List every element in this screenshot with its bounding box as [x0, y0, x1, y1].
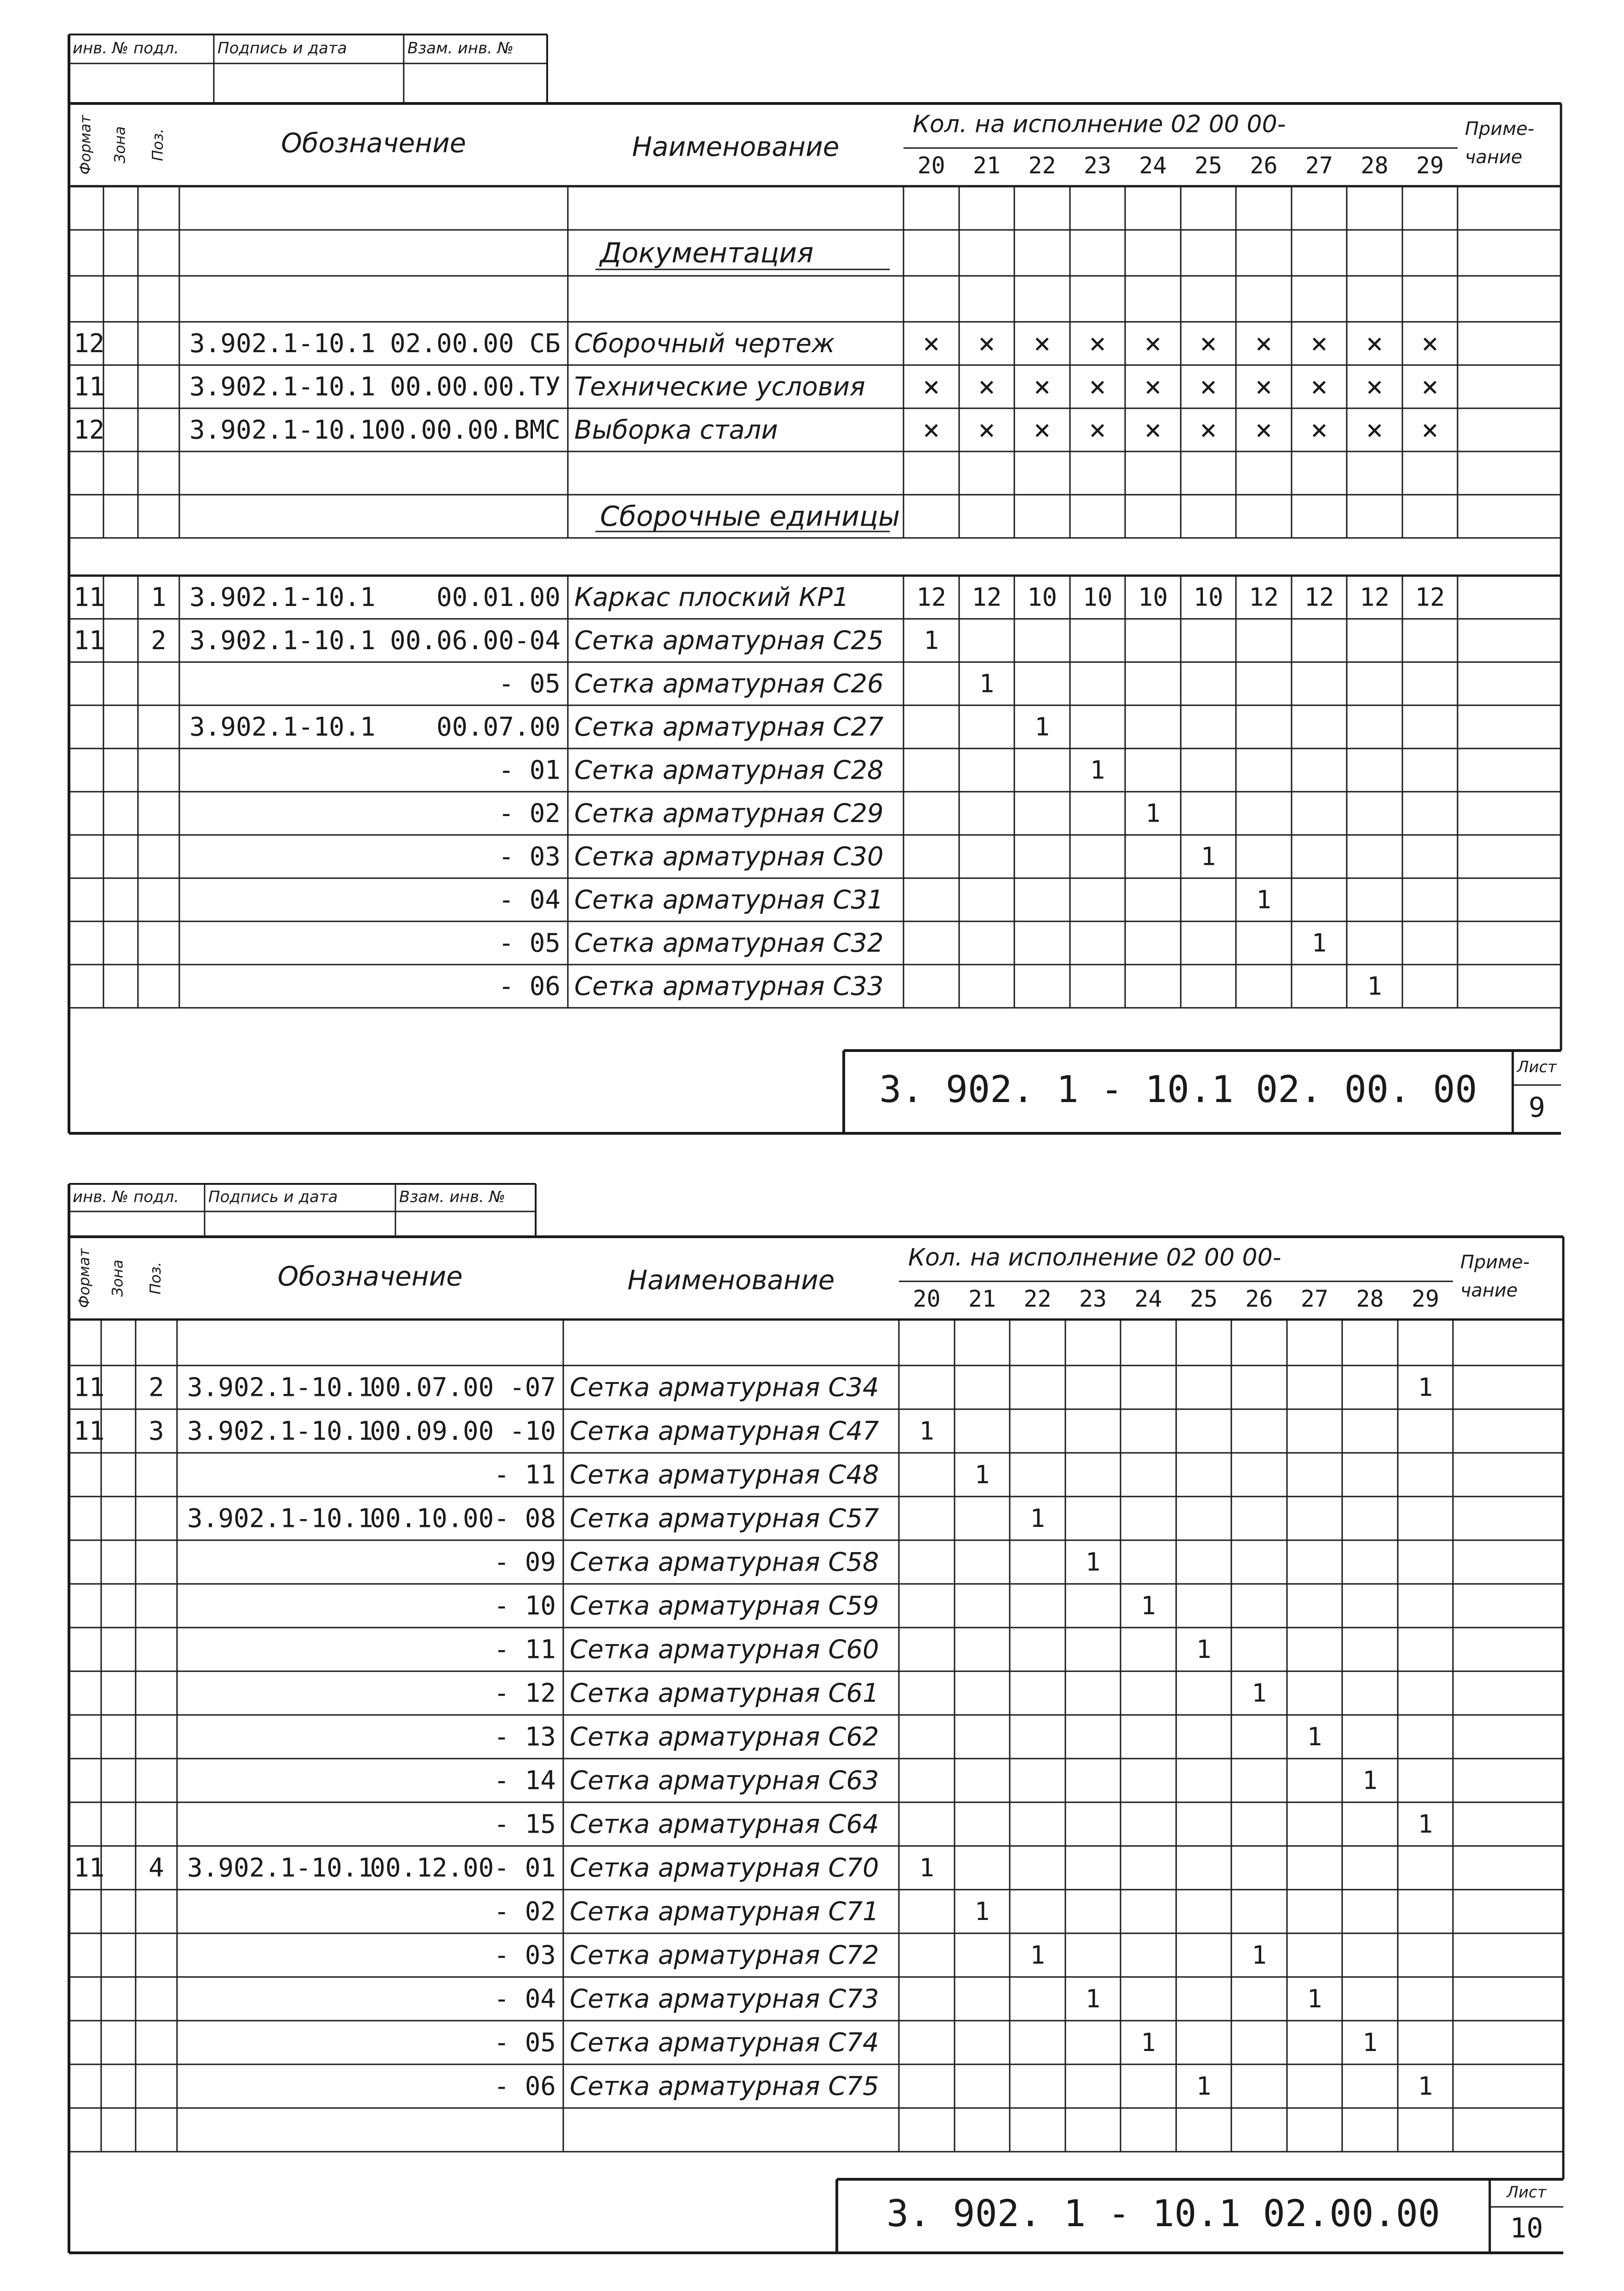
cell-quantity: 1	[1085, 1984, 1101, 2014]
cell-quantity: ×	[1421, 326, 1439, 360]
cell-oboznachenie-suffix: - 05	[494, 2028, 556, 2058]
cell-oboznachenie-base: 3.902.1-10.1	[189, 583, 376, 613]
col-header-primechanie: Приме-	[1460, 1251, 1530, 1273]
cell-naimenovanie: Выборка стали	[574, 415, 778, 446]
cell-poz: 2	[149, 1372, 164, 1403]
cell-quantity: ×	[1310, 413, 1328, 447]
cell-oboznachenie-base: 3.902.1-10.1	[187, 1372, 373, 1403]
cell-naimenovanie: Сетка арматурная С25	[574, 626, 884, 656]
cell-naimenovanie: Сетка арматурная С27	[574, 712, 884, 743]
cell-naimenovanie: Сетка арматурная С33	[574, 971, 884, 1002]
col-header-variant: 26	[1245, 1285, 1273, 1312]
cell-quantity: 1	[924, 626, 939, 655]
cell-quantity: 1	[1418, 1373, 1433, 1402]
cell-quantity: 10	[1082, 583, 1113, 612]
cell-naimenovanie: Сетка арматурная С58	[570, 1547, 879, 1577]
cell-quantity: ×	[922, 413, 940, 447]
cell-quantity: ×	[1033, 370, 1051, 404]
list-number: 9	[1528, 1091, 1545, 1124]
cell-naimenovanie: Сетка арматурная С63	[570, 1765, 879, 1796]
cell-naimenovanie: Сетка арматурная С32	[574, 928, 884, 959]
cell-oboznachenie-suffix: - 13	[494, 1722, 556, 1752]
col-header-variant: 27	[1305, 152, 1333, 179]
cell-naimenovanie: Сетка арматурная С73	[570, 1984, 879, 2014]
cell-naimenovanie: Сетка арматурная С26	[574, 669, 884, 699]
cell-quantity: 1	[1030, 1941, 1045, 1970]
cell-oboznachenie-base: 3.902.1-10.1	[189, 415, 376, 446]
cell-quantity: 1	[1035, 712, 1050, 742]
cell-naimenovanie: Сетка арматурная С62	[570, 1722, 879, 1752]
cell-naimenovanie: Сетка арматурная С34	[570, 1372, 879, 1403]
document-code: 3. 902. 1 - 10.1 02. 00. 00	[879, 1068, 1477, 1111]
cell-naimenovanie: Сетка арматурная С64	[570, 1809, 879, 1840]
cell-quantity: ×	[1144, 413, 1162, 447]
col-header-oboznachenie: Обозначение	[281, 127, 466, 159]
col-header-format: Формат	[76, 115, 94, 175]
col-header-zona: Зона	[109, 1259, 126, 1297]
cell-naimenovanie: Сетка арматурная С31	[574, 885, 884, 915]
cell-quantity: ×	[1144, 370, 1162, 404]
cell-quantity: 1	[1141, 1591, 1156, 1621]
col-header-variant: 21	[972, 152, 1001, 179]
col-header-primechanie: Приме-	[1465, 118, 1534, 140]
col-header-zona: Зона	[111, 126, 129, 164]
section-heading: Документация	[600, 237, 814, 269]
cell-oboznachenie-suffix: - 11	[494, 1460, 556, 1490]
cell-format: 11	[74, 583, 105, 613]
cell-naimenovanie: Сетка арматурная С47	[570, 1416, 879, 1446]
col-header-oboznachenie: Обозначение	[277, 1261, 463, 1292]
col-header-kol: Кол. на исполнение 02 00 00-	[913, 110, 1286, 138]
cell-naimenovanie: Сетка арматурная С30	[574, 842, 884, 872]
cell-quantity: 1	[1145, 799, 1161, 828]
cell-oboznachenie-base: 3.902.1-10.1	[189, 372, 376, 402]
col-header-variant: 26	[1250, 152, 1278, 179]
cell-oboznachenie-suffix: 00.12.00- 01	[370, 1853, 556, 1883]
cell-quantity: ×	[1033, 413, 1051, 447]
stamp-inv-podl: инв. № подл.	[73, 39, 179, 57]
cell-quantity: 1	[1252, 1941, 1267, 1970]
list-label: Лист	[1517, 1058, 1557, 1076]
cell-quantity: ×	[922, 370, 940, 404]
col-header-format: Формат	[75, 1248, 93, 1308]
cell-oboznachenie-base: 3.902.1-10.1	[189, 712, 376, 743]
cell-oboznachenie-base: 3.902.1-10.1	[189, 626, 376, 656]
cell-poz: 3	[149, 1416, 164, 1446]
cell-oboznachenie-suffix: - 05	[498, 928, 560, 959]
cell-oboznachenie-base: 3.902.1-10.1	[189, 329, 376, 359]
col-header-variant: 25	[1189, 1285, 1218, 1312]
cell-quantity: 1	[974, 1897, 990, 1926]
cell-quantity: ×	[1089, 413, 1106, 447]
cell-oboznachenie-suffix: - 05	[498, 669, 560, 699]
cell-oboznachenie-base: 3.902.1-10.1	[187, 1503, 373, 1534]
cell-quantity: 12	[972, 583, 1002, 612]
col-header-variant: 29	[1411, 1285, 1440, 1312]
cell-poz: 2	[151, 626, 166, 656]
cell-naimenovanie: Сетка арматурная С29	[574, 799, 884, 829]
cell-quantity: ×	[1421, 370, 1439, 404]
cell-quantity: ×	[1255, 326, 1273, 360]
cell-quantity: 1	[1418, 2072, 1433, 2101]
cell-quantity: ×	[1366, 326, 1384, 360]
cell-quantity: 10	[1027, 583, 1058, 612]
cell-quantity: ×	[1200, 370, 1217, 404]
specification-sheet-10	[0, 1149, 1624, 2291]
cell-oboznachenie-suffix: - 10	[494, 1591, 556, 1621]
cell-quantity: 1	[1252, 1679, 1267, 1708]
document-code: 3. 902. 1 - 10.1 02.00.00	[886, 2192, 1441, 2235]
cell-quantity: ×	[1200, 326, 1217, 360]
cell-quantity: 1	[1030, 1504, 1045, 1533]
cell-quantity: 1	[1196, 1635, 1212, 1664]
cell-quantity: 1	[1362, 2028, 1378, 2057]
cell-naimenovanie: Сетка арматурная С59	[570, 1591, 879, 1621]
sheet-10-drawing	[0, 1149, 1624, 2291]
cell-quantity: ×	[1033, 326, 1051, 360]
col-header-variant: 23	[1083, 152, 1112, 179]
cell-quantity: ×	[1089, 370, 1106, 404]
cell-quantity: 1	[1307, 1722, 1322, 1752]
cell-quantity: 1	[1201, 842, 1216, 871]
col-header-poz: Поз.	[149, 128, 166, 161]
cell-naimenovanie: Сетка арматурная С74	[570, 2028, 879, 2058]
cell-quantity: 12	[1248, 583, 1279, 612]
section-heading: Сборочные единицы	[600, 500, 900, 533]
cell-quantity: 1	[979, 669, 995, 698]
col-header-kol: Кол. на исполнение 02 00 00-	[908, 1244, 1281, 1272]
col-header-variant: 21	[968, 1285, 996, 1312]
stamp-podpis-data: Подпись и дата	[208, 1188, 338, 1206]
cell-format: 11	[74, 626, 105, 656]
col-header-variant: 22	[1024, 1285, 1052, 1312]
cell-oboznachenie-suffix: - 12	[494, 1678, 556, 1708]
col-header-variant: 20	[917, 152, 945, 179]
cell-oboznachenie-suffix: 00.07.00	[436, 712, 560, 743]
col-header-variant: 28	[1361, 152, 1389, 179]
col-header-primechanie: чание	[1465, 146, 1522, 168]
cell-quantity: ×	[1421, 413, 1439, 447]
cell-quantity: ×	[1310, 326, 1328, 360]
cell-oboznachenie-suffix: - 14	[494, 1765, 556, 1796]
cell-quantity: ×	[1255, 413, 1273, 447]
col-header-poz: Поз.	[147, 1262, 164, 1295]
cell-naimenovanie: Технические условия	[574, 372, 865, 402]
cell-format: 12	[74, 415, 105, 446]
cell-naimenovanie: Сетка арматурная С75	[570, 2071, 879, 2102]
cell-quantity: 1	[1362, 1766, 1378, 1795]
cell-oboznachenie-suffix: - 01	[498, 755, 560, 786]
cell-oboznachenie-base: 3.902.1-10.1	[187, 1416, 373, 1446]
cell-naimenovanie: Сборочный чертеж	[574, 329, 835, 359]
cell-quantity: ×	[1310, 370, 1328, 404]
cell-naimenovanie: Сетка арматурная С60	[570, 1634, 879, 1665]
cell-quantity: 1	[1196, 2072, 1212, 2101]
cell-oboznachenie-suffix: - 11	[494, 1634, 556, 1665]
col-header-variant: 24	[1139, 152, 1167, 179]
cell-format: 11	[74, 372, 105, 402]
cell-quantity: 10	[1193, 583, 1224, 612]
col-header-variant: 27	[1300, 1285, 1329, 1312]
cell-quantity: 1	[1256, 885, 1271, 914]
cell-oboznachenie-suffix: 00.01.00	[436, 583, 560, 613]
cell-oboznachenie-suffix: - 15	[494, 1809, 556, 1840]
col-header-naimenovanie: Наименование	[627, 1264, 835, 1296]
cell-naimenovanie: Сетка арматурная С71	[570, 1897, 879, 1927]
cell-quantity: 1	[1090, 755, 1105, 785]
cell-oboznachenie-base: 3.902.1-10.1	[187, 1853, 373, 1883]
cell-quantity: ×	[1089, 326, 1106, 360]
stamp-vzam-inv: Взам. инв. №	[399, 1188, 505, 1206]
cell-oboznachenie-suffix: 00.10.00- 08	[370, 1503, 556, 1534]
cell-quantity: ×	[978, 370, 995, 404]
cell-oboznachenie-suffix: - 03	[494, 1940, 556, 1971]
cell-quantity: 1	[1085, 1548, 1101, 1577]
cell-quantity: ×	[1366, 413, 1384, 447]
cell-quantity: 10	[1138, 583, 1168, 612]
cell-quantity: ×	[1144, 326, 1162, 360]
cell-quantity: 1	[1418, 1810, 1433, 1839]
cell-quantity: 1	[1367, 971, 1382, 1001]
cell-oboznachenie-suffix: - 02	[494, 1897, 556, 1927]
cell-oboznachenie-suffix: - 06	[494, 2071, 556, 2102]
cell-quantity: ×	[978, 326, 995, 360]
cell-quantity: ×	[978, 413, 995, 447]
cell-quantity: 12	[916, 583, 947, 612]
col-header-variant: 22	[1028, 152, 1056, 179]
cell-oboznachenie-suffix: 00.07.00 -07	[370, 1372, 556, 1403]
cell-poz: 4	[149, 1853, 164, 1883]
cell-quantity: 1	[1307, 1984, 1322, 2014]
cell-oboznachenie-suffix: 00.00.00.ВМС	[374, 415, 560, 446]
col-header-variant: 23	[1079, 1285, 1107, 1312]
cell-poz: 1	[151, 583, 166, 613]
cell-naimenovanie: Сетка арматурная С70	[570, 1853, 879, 1883]
cell-oboznachenie-suffix: - 04	[498, 885, 560, 915]
cell-oboznachenie-suffix: - 06	[498, 971, 560, 1002]
cell-oboznachenie-suffix: 02.00.00 СБ	[390, 329, 560, 359]
col-header-variant: 20	[913, 1285, 941, 1312]
cell-oboznachenie-suffix: 00.00.00.ТУ	[390, 372, 560, 402]
list-number: 10	[1510, 2212, 1544, 2245]
stamp-podpis-data: Подпись и дата	[217, 39, 347, 57]
cell-naimenovanie: Сетка арматурная С72	[570, 1940, 879, 1971]
cell-quantity: ×	[1255, 370, 1273, 404]
cell-quantity: 1	[919, 1853, 934, 1883]
cell-naimenovanie: Сетка арматурная С28	[574, 755, 884, 786]
cell-quantity: ×	[1200, 413, 1217, 447]
cell-quantity: ×	[922, 326, 940, 360]
list-label: Лист	[1506, 2183, 1547, 2202]
cell-quantity: 1	[1141, 2028, 1156, 2057]
cell-format: 11	[74, 1372, 105, 1403]
cell-oboznachenie-suffix: - 03	[498, 842, 560, 872]
stamp-vzam-inv: Взам. инв. №	[407, 39, 514, 57]
col-header-variant: 29	[1416, 152, 1444, 179]
cell-oboznachenie-suffix: - 04	[494, 1984, 556, 2014]
cell-naimenovanie: Сетка арматурная С61	[570, 1678, 879, 1708]
cell-quantity: 12	[1304, 583, 1334, 612]
cell-format: 12	[74, 329, 105, 359]
cell-oboznachenie-suffix: 00.09.00 -10	[370, 1416, 556, 1446]
cell-oboznachenie-suffix: 00.06.00-04	[390, 626, 560, 656]
cell-quantity: 12	[1415, 583, 1445, 612]
cell-quantity: 1	[919, 1417, 934, 1446]
cell-quantity: ×	[1366, 370, 1384, 404]
cell-quantity: 1	[974, 1460, 990, 1490]
stamp-inv-podl: инв. № подл.	[73, 1188, 179, 1206]
col-header-variant: 28	[1356, 1285, 1384, 1312]
col-header-primechanie: чание	[1460, 1280, 1518, 1301]
cell-format: 11	[74, 1853, 105, 1883]
cell-oboznachenie-suffix: - 09	[494, 1547, 556, 1577]
cell-naimenovanie: Каркас плоский КР1	[574, 583, 849, 613]
cell-naimenovanie: Сетка арматурная С57	[570, 1503, 879, 1534]
cell-format: 11	[74, 1416, 105, 1446]
cell-oboznachenie-suffix: - 02	[498, 799, 560, 829]
cell-quantity: 1	[1311, 928, 1327, 958]
cell-quantity: 12	[1359, 583, 1390, 612]
col-header-naimenovanie: Наименование	[632, 131, 840, 163]
cell-naimenovanie: Сетка арматурная С48	[570, 1460, 879, 1490]
col-header-variant: 25	[1194, 152, 1223, 179]
col-header-variant: 24	[1134, 1285, 1162, 1312]
